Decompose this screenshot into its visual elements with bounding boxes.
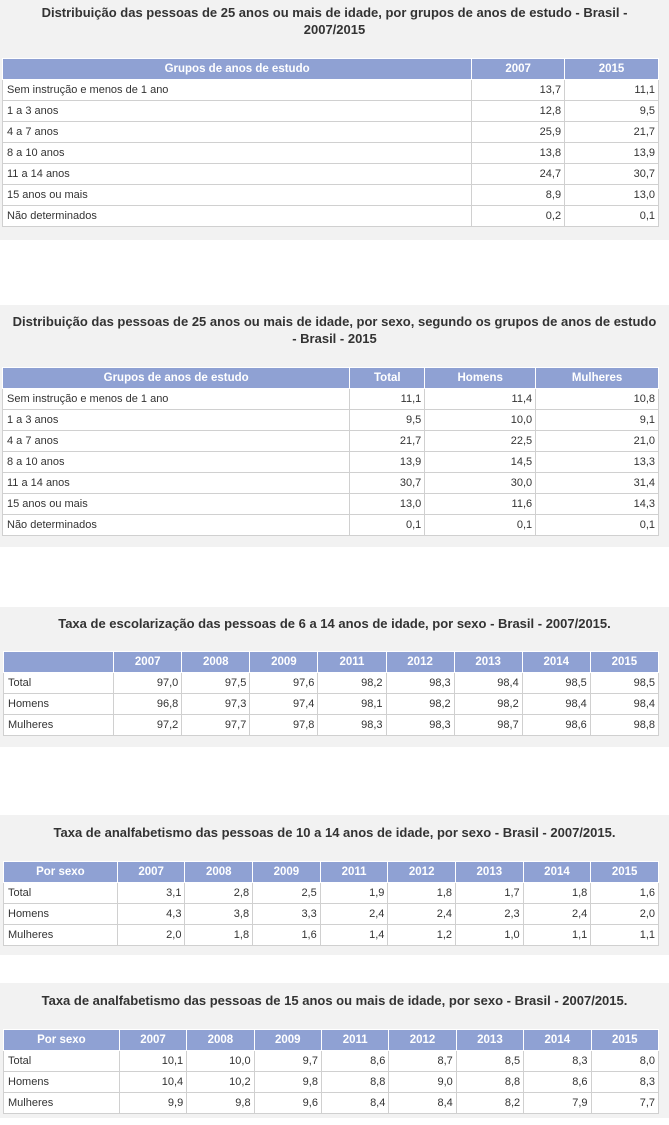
column-header: 2008 bbox=[182, 652, 250, 673]
row-label: 11 a 14 anos bbox=[3, 164, 472, 185]
column-header: 2014 bbox=[523, 862, 591, 883]
cell-value: 0,2 bbox=[472, 206, 565, 227]
cell-value: 8,4 bbox=[321, 1093, 388, 1114]
cell-value: 8,0 bbox=[591, 1051, 658, 1072]
cell-value: 8,6 bbox=[524, 1072, 591, 1093]
cell-value: 13,9 bbox=[350, 452, 425, 473]
cell-value: 2,5 bbox=[253, 883, 321, 904]
column-header: 2008 bbox=[187, 1030, 254, 1051]
cell-value: 0,1 bbox=[350, 515, 425, 536]
cell-value: 2,0 bbox=[591, 904, 659, 925]
column-header: 2015 bbox=[590, 652, 658, 673]
cell-value: 8,8 bbox=[456, 1072, 523, 1093]
column-header: 2013 bbox=[454, 652, 522, 673]
cell-value: 1,2 bbox=[388, 925, 456, 946]
cell-value: 2,4 bbox=[523, 904, 591, 925]
column-header bbox=[4, 652, 114, 673]
cell-value: 97,5 bbox=[182, 673, 250, 694]
cell-value: 10,4 bbox=[119, 1072, 186, 1093]
table-row bbox=[3, 101, 659, 122]
row-label: Homens bbox=[4, 904, 118, 925]
cell-value: 98,3 bbox=[318, 715, 386, 736]
row-label: Total bbox=[4, 1051, 120, 1072]
row-label: Mulheres bbox=[4, 1093, 120, 1114]
cell-value: 9,9 bbox=[119, 1093, 186, 1114]
cell-value: 1,8 bbox=[388, 883, 456, 904]
table-row bbox=[3, 389, 659, 410]
cell-value: 98,5 bbox=[522, 673, 590, 694]
row-label: 11 a 14 anos bbox=[3, 473, 350, 494]
data-table bbox=[2, 58, 659, 227]
cell-value: 11,6 bbox=[425, 494, 536, 515]
column-header: 2013 bbox=[456, 1030, 523, 1051]
row-label: 8 a 10 anos bbox=[3, 452, 350, 473]
row-label: Total bbox=[4, 883, 118, 904]
column-header: 2015 bbox=[591, 1030, 658, 1051]
column-header: 2009 bbox=[254, 1030, 321, 1051]
cell-value: 8,7 bbox=[389, 1051, 456, 1072]
cell-value: 9,0 bbox=[389, 1072, 456, 1093]
row-label: Não determinados bbox=[3, 206, 472, 227]
cell-value: 8,4 bbox=[389, 1093, 456, 1114]
cell-value: 8,2 bbox=[456, 1093, 523, 1114]
header-row bbox=[3, 59, 659, 80]
column-header: 2012 bbox=[386, 652, 454, 673]
cell-value: 30,7 bbox=[350, 473, 425, 494]
cell-value: 98,4 bbox=[454, 673, 522, 694]
table-row bbox=[4, 1072, 659, 1093]
cell-value: 8,3 bbox=[591, 1072, 658, 1093]
cell-value: 97,0 bbox=[114, 673, 182, 694]
cell-value: 0,1 bbox=[425, 515, 536, 536]
table-title: Taxa de escolarização das pessoas de 6 a 14 anos de idade, por sexo - Brasil - 2007/2015. bbox=[58, 616, 611, 631]
column-header: 2007 bbox=[472, 59, 565, 80]
column-header: Grupos de anos de estudo bbox=[3, 368, 350, 389]
cell-value: 11,4 bbox=[425, 389, 536, 410]
row-label: 1 a 3 anos bbox=[3, 101, 472, 122]
row-label: Não determinados bbox=[3, 515, 350, 536]
cell-value: 98,4 bbox=[522, 694, 590, 715]
table-title: Taxa de analfabetismo das pessoas de 10 a 14 anos de idade, por sexo - Brasil - 2007/2015. bbox=[53, 825, 616, 840]
column-header: 2007 bbox=[117, 862, 185, 883]
cell-value: 0,1 bbox=[565, 206, 659, 227]
table-row bbox=[3, 410, 659, 431]
cell-value: 12,8 bbox=[472, 101, 565, 122]
column-header: 2011 bbox=[321, 1030, 388, 1051]
cell-value: 1,8 bbox=[523, 883, 591, 904]
cell-value: 1,1 bbox=[591, 925, 659, 946]
cell-value: 2,0 bbox=[117, 925, 185, 946]
column-header: 2011 bbox=[320, 862, 388, 883]
row-label: 15 anos ou mais bbox=[3, 185, 472, 206]
cell-value: 3,8 bbox=[185, 904, 253, 925]
row-label: Mulheres bbox=[4, 715, 114, 736]
table-row bbox=[3, 473, 659, 494]
cell-value: 98,2 bbox=[454, 694, 522, 715]
cell-value: 9,5 bbox=[565, 101, 659, 122]
cell-value: 8,8 bbox=[321, 1072, 388, 1093]
row-label: 8 a 10 anos bbox=[3, 143, 472, 164]
cell-value: 9,6 bbox=[254, 1093, 321, 1114]
data-table bbox=[3, 651, 659, 736]
cell-value: 30,7 bbox=[565, 164, 659, 185]
cell-value: 96,8 bbox=[114, 694, 182, 715]
row-label: Sem instrução e menos de 1 ano bbox=[3, 389, 350, 410]
cell-value: 1,6 bbox=[591, 883, 659, 904]
cell-value: 13,3 bbox=[536, 452, 659, 473]
cell-value: 11,1 bbox=[350, 389, 425, 410]
table-title: Distribuição das pessoas de 25 anos ou mais de idade, por sexo, segundo os grupos de anos de estudo - Brasil - 2015 bbox=[12, 314, 657, 346]
cell-value: 1,1 bbox=[523, 925, 591, 946]
column-header: Por sexo bbox=[4, 1030, 120, 1051]
row-label: 15 anos ou mais bbox=[3, 494, 350, 515]
table-row bbox=[4, 883, 659, 904]
table-row bbox=[3, 80, 659, 101]
cell-value: 98,5 bbox=[590, 673, 658, 694]
cell-value: 2,4 bbox=[320, 904, 388, 925]
column-header: 2014 bbox=[522, 652, 590, 673]
table-row bbox=[3, 122, 659, 143]
column-header: 2015 bbox=[565, 59, 659, 80]
cell-value: 0,1 bbox=[536, 515, 659, 536]
cell-value: 97,7 bbox=[182, 715, 250, 736]
column-header: 2012 bbox=[389, 1030, 456, 1051]
column-header: 2007 bbox=[114, 652, 182, 673]
row-label: Sem instrução e menos de 1 ano bbox=[3, 80, 472, 101]
cell-value: 98,3 bbox=[386, 673, 454, 694]
cell-value: 98,6 bbox=[522, 715, 590, 736]
cell-value: 13,0 bbox=[350, 494, 425, 515]
cell-value: 10,2 bbox=[187, 1072, 254, 1093]
cell-value: 2,3 bbox=[456, 904, 524, 925]
table-row bbox=[4, 673, 659, 694]
row-label: 4 a 7 anos bbox=[3, 431, 350, 452]
cell-value: 10,8 bbox=[536, 389, 659, 410]
cell-value: 1,6 bbox=[253, 925, 321, 946]
cell-value: 21,0 bbox=[536, 431, 659, 452]
cell-value: 2,8 bbox=[185, 883, 253, 904]
header-row bbox=[4, 652, 659, 673]
cell-value: 31,4 bbox=[536, 473, 659, 494]
table-row bbox=[3, 452, 659, 473]
table-row bbox=[4, 925, 659, 946]
column-header: 2008 bbox=[185, 862, 253, 883]
cell-value: 98,1 bbox=[318, 694, 386, 715]
row-label: 1 a 3 anos bbox=[3, 410, 350, 431]
table-row bbox=[3, 185, 659, 206]
cell-value: 25,9 bbox=[472, 122, 565, 143]
cell-value: 10,0 bbox=[187, 1051, 254, 1072]
cell-value: 3,1 bbox=[117, 883, 185, 904]
cell-value: 97,4 bbox=[250, 694, 318, 715]
column-header: Grupos de anos de estudo bbox=[3, 59, 472, 80]
cell-value: 9,1 bbox=[536, 410, 659, 431]
row-label: Homens bbox=[4, 694, 114, 715]
column-header: 2009 bbox=[253, 862, 321, 883]
data-table bbox=[2, 367, 659, 536]
cell-value: 4,3 bbox=[117, 904, 185, 925]
column-header: Homens bbox=[425, 368, 536, 389]
cell-value: 1,8 bbox=[185, 925, 253, 946]
cell-value: 13,9 bbox=[565, 143, 659, 164]
cell-value: 13,8 bbox=[472, 143, 565, 164]
cell-value: 1,9 bbox=[320, 883, 388, 904]
column-header: 2007 bbox=[119, 1030, 186, 1051]
table-row bbox=[3, 143, 659, 164]
table-row bbox=[4, 904, 659, 925]
cell-value: 1,4 bbox=[320, 925, 388, 946]
cell-value: 98,3 bbox=[386, 715, 454, 736]
cell-value: 97,8 bbox=[250, 715, 318, 736]
cell-value: 13,0 bbox=[565, 185, 659, 206]
column-header: 2014 bbox=[524, 1030, 591, 1051]
table-row bbox=[4, 694, 659, 715]
column-header: 2011 bbox=[318, 652, 386, 673]
cell-value: 97,2 bbox=[114, 715, 182, 736]
column-header: 2012 bbox=[388, 862, 456, 883]
data-table bbox=[3, 861, 659, 946]
cell-value: 98,2 bbox=[318, 673, 386, 694]
cell-value: 3,3 bbox=[253, 904, 321, 925]
cell-value: 14,3 bbox=[536, 494, 659, 515]
cell-value: 1,7 bbox=[456, 883, 524, 904]
table-title: Distribuição das pessoas de 25 anos ou mais de idade, por grupos de anos de estudo - Brasil - 2007/2015 bbox=[41, 5, 628, 37]
cell-value: 8,6 bbox=[321, 1051, 388, 1072]
cell-value: 97,3 bbox=[182, 694, 250, 715]
column-header: 2015 bbox=[591, 862, 659, 883]
cell-value: 2,4 bbox=[388, 904, 456, 925]
cell-value: 21,7 bbox=[565, 122, 659, 143]
row-label: Mulheres bbox=[4, 925, 118, 946]
row-label: 4 a 7 anos bbox=[3, 122, 472, 143]
cell-value: 98,4 bbox=[590, 694, 658, 715]
column-header: Por sexo bbox=[4, 862, 118, 883]
data-table bbox=[3, 1029, 659, 1114]
table-row bbox=[4, 1051, 659, 1072]
header-row bbox=[3, 368, 659, 389]
table-title: Taxa de analfabetismo das pessoas de 15 anos ou mais de idade, por sexo - Brasil - 2007/2015. bbox=[41, 993, 628, 1008]
column-header: Total bbox=[350, 368, 425, 389]
header-row bbox=[4, 1030, 659, 1051]
table-row bbox=[3, 164, 659, 185]
cell-value: 1,0 bbox=[456, 925, 524, 946]
column-header: Mulheres bbox=[536, 368, 659, 389]
cell-value: 9,8 bbox=[254, 1072, 321, 1093]
table-row bbox=[3, 431, 659, 452]
column-header: 2013 bbox=[456, 862, 524, 883]
cell-value: 10,0 bbox=[425, 410, 536, 431]
cell-value: 10,1 bbox=[119, 1051, 186, 1072]
cell-value: 9,5 bbox=[350, 410, 425, 431]
table-row bbox=[4, 715, 659, 736]
cell-value: 14,5 bbox=[425, 452, 536, 473]
cell-value: 9,7 bbox=[254, 1051, 321, 1072]
column-header: 2009 bbox=[250, 652, 318, 673]
cell-value: 30,0 bbox=[425, 473, 536, 494]
cell-value: 98,2 bbox=[386, 694, 454, 715]
table-row bbox=[4, 1093, 659, 1114]
cell-value: 8,9 bbox=[472, 185, 565, 206]
cell-value: 8,3 bbox=[524, 1051, 591, 1072]
cell-value: 98,8 bbox=[590, 715, 658, 736]
row-label: Homens bbox=[4, 1072, 120, 1093]
table-row bbox=[3, 206, 659, 227]
row-label: Total bbox=[4, 673, 114, 694]
cell-value: 13,7 bbox=[472, 80, 565, 101]
table-row bbox=[3, 494, 659, 515]
cell-value: 97,6 bbox=[250, 673, 318, 694]
cell-value: 11,1 bbox=[565, 80, 659, 101]
cell-value: 22,5 bbox=[425, 431, 536, 452]
cell-value: 7,7 bbox=[591, 1093, 658, 1114]
cell-value: 9,8 bbox=[187, 1093, 254, 1114]
cell-value: 98,7 bbox=[454, 715, 522, 736]
table-row bbox=[3, 515, 659, 536]
cell-value: 21,7 bbox=[350, 431, 425, 452]
header-row bbox=[4, 862, 659, 883]
cell-value: 8,5 bbox=[456, 1051, 523, 1072]
cell-value: 7,9 bbox=[524, 1093, 591, 1114]
cell-value: 24,7 bbox=[472, 164, 565, 185]
